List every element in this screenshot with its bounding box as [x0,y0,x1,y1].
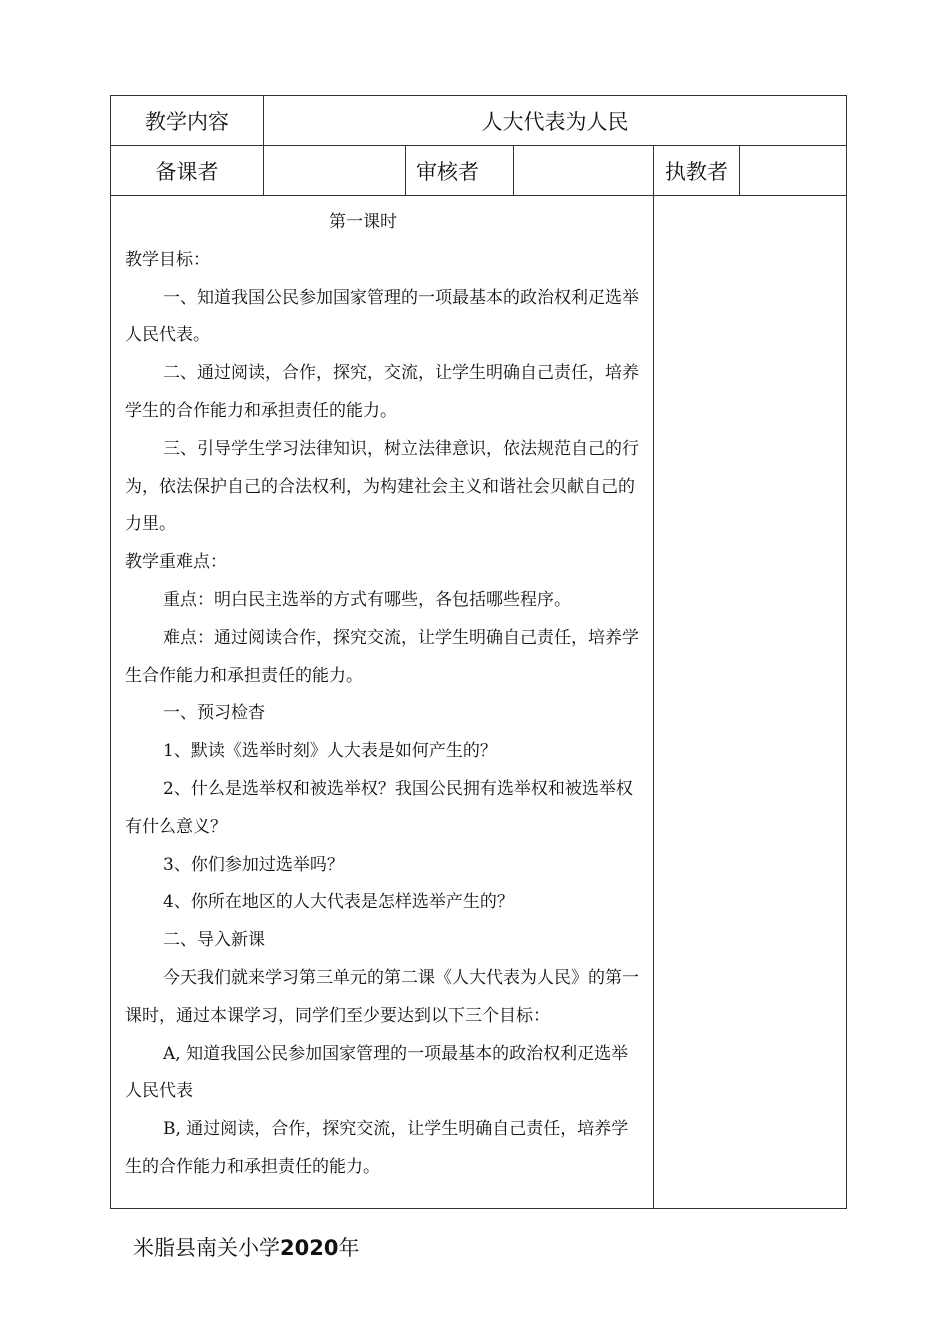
goal-3: 三、引导学生学习法律知识，树立法律意识，依法规范自己的行为，依法保护自己的合法权利，为构建社会主义和谐社会贝献自己的力里。 [125,438,639,535]
intro-text: 今天我们就来学习第三单元的第二课《人大代表为人民》的第一课时，通过本课学习，同学们至少要达到以下三个目标： [125,967,639,1026]
header-row-content [111,96,847,146]
target-a: A, 知道我国公民参加国家管理的一项最基本的政治权利疋选举人民代表 [125,1043,629,1102]
lesson-title: 人大代表为人民 [264,96,847,146]
content-label: 教学内容 [111,96,264,146]
notes-column [654,196,847,1209]
body-row [111,196,847,1209]
preview-item-3: 3、你们参加过选举吗？ [163,854,344,875]
intro-heading: 二、导入新课 [163,930,265,951]
target-b: B, 通过阅读，合作，探究交流，让学生明确自己责任，培养学生的合作能力和承担责任的能力。 [125,1119,629,1177]
school-name: 米脂县南关小学 [133,1236,280,1260]
key-point: 重点：明白民主选举的方式有哪些，各包括哪些程序。 [163,589,571,610]
preview-item-1: 1、默读《选举时刻》人大表是如何产生的？ [163,741,497,762]
year: 2020 [280,1236,339,1260]
year-suffix: 年 [338,1236,360,1260]
header-row-people [111,146,847,196]
preview-heading: 一、预习检杳 [163,703,265,724]
reviewer-value [514,146,654,196]
reviewer-label: 审核者 [406,146,514,196]
key-heading: 教学重难点： [125,552,227,573]
session-title: 第一课时 [329,212,397,232]
preparer-label: 备课者 [111,146,264,196]
lesson-body [111,196,654,1209]
preview-item-4: 4、你所在地区的人大代表是怎样选举产生的？ [163,892,514,913]
difficult-point: 难点：通过阅读合作，探究交流，让学生明确自己责任，培养学生合作能力和承担责任的能力。 [125,627,639,686]
goal-2: 二、通过阅读，合作，探究，交流，让学生明确自己责任，培养学生的合作能力和承担责任的能力。 [125,363,639,421]
teacher-label: 执教者 [654,146,740,196]
teacher-value [740,146,847,196]
footer-school-year [133,1232,359,1262]
preview-item-2: 2、什么是选举权和被选举权？我国公民拥有选举权和被选举权有什么意义？ [125,778,633,837]
preparer-value [264,146,406,196]
goals-heading: 教学目标： [125,249,210,270]
goal-1: 一、知道我国公民参加国家管理的一项最基本的政治权利疋选举人民代表。 [125,287,639,346]
lesson-plan-table [110,95,847,1209]
